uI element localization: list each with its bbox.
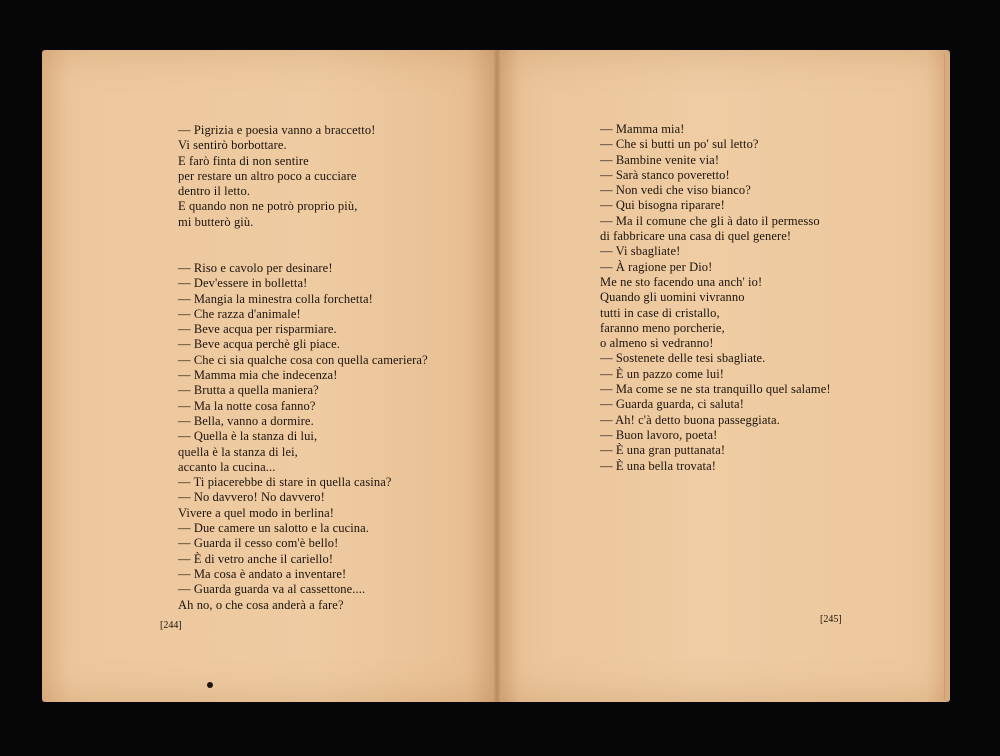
- verse-line: tutti in case di cristallo,: [600, 305, 720, 320]
- verse-line: — Ti piacerebbe di stare in quella casina?: [178, 475, 392, 490]
- verse-line: accanto la cucina...: [178, 459, 276, 474]
- verse-line: — Mamma mia!: [600, 122, 685, 136]
- verse-line: di fabbricare una casa di quel genere!: [600, 229, 792, 244]
- verse-line: — Mangia la minestra colla forchetta!: [178, 291, 373, 306]
- verse-line: o almeno si vedranno!: [600, 336, 714, 351]
- verse-line: — Quella è la stanza di lui,: [178, 429, 318, 444]
- verse-line: — No davvero! No davvero!: [178, 490, 325, 505]
- verse-line: — Mamma mia che indecenza!: [178, 368, 338, 383]
- verse-line: — Dev'essere in bolletta!: [178, 276, 308, 291]
- verse-line: — Bella, vanno a dormire.: [178, 413, 314, 428]
- left-page-stanza-1: [178, 123, 375, 230]
- verse-line: — Qui bisogna riparare!: [600, 198, 725, 213]
- verse-line: — Beve acqua perchè gli piace.: [178, 337, 340, 352]
- verse-line: quella è la stanza di lei,: [178, 444, 298, 459]
- verse-line: — Bambine venite via!: [600, 152, 720, 167]
- verse-line: faranno meno porcherie,: [600, 320, 725, 335]
- right-page-number: [245]: [820, 614, 842, 625]
- verse-line: — Guarda guarda, ci saluta!: [600, 397, 744, 412]
- page-edge: [944, 54, 950, 700]
- verse-line: — Ma cosa è andato a inventare!: [178, 566, 347, 581]
- verse-line: — Che ci sia qualche cosa con quella cameriera?: [178, 352, 428, 367]
- verse-line: — Due camere un salotto e la cucina.: [178, 521, 370, 536]
- verse-line: — Guarda guarda va al cassettone....: [178, 582, 366, 597]
- verse-line: — Brutta a quella maniera?: [178, 383, 319, 398]
- verse-line: — Ah! c'à detto buona passeggiata.: [600, 412, 780, 427]
- verse-line: — Ma il comune che gli à dato il permesso: [600, 213, 820, 228]
- verse-line: — È una gran puttanata!: [600, 443, 726, 458]
- verse-line: — Sarà stanco poveretto!: [600, 167, 730, 182]
- verse-line: E farò finta di non sentire: [178, 153, 309, 168]
- verse-line: dentro il letto.: [178, 184, 251, 199]
- verse-line: E quando non ne potrò proprio più,: [178, 199, 358, 214]
- verse-line: — Guarda il cesso com'è bello!: [178, 536, 339, 551]
- verse-line: — Buon lavoro, poeta!: [600, 427, 718, 442]
- left-page-number: [244]: [160, 620, 182, 631]
- verse-line: — Che si butti un po' sul letto?: [600, 137, 759, 152]
- verse-line: — Ma come se ne sta tranquillo quel salame!: [600, 382, 831, 397]
- verse-line: — È di vetro anche il cariello!: [178, 551, 334, 566]
- verse-line: — Ma la notte cosa fanno?: [178, 398, 316, 413]
- verse-line: Me ne sto facendo una anch' io!: [600, 274, 763, 289]
- verse-line: mi butterò giù.: [178, 214, 254, 229]
- verse-line: Vi sentirò borbottare.: [178, 138, 287, 153]
- verse-line: — È una bella trovata!: [600, 458, 717, 473]
- verse-line: Ah no, o che cosa anderà a fare?: [178, 597, 344, 612]
- verse-line: — Che razza d'animale!: [178, 306, 301, 321]
- verse-line: — Riso e cavolo per desinare!: [178, 261, 333, 275]
- ink-spot: [207, 682, 213, 688]
- verse-line: — Sostenete delle tesi sbagliate.: [600, 351, 766, 366]
- verse-line: — Beve acqua per risparmiare.: [178, 322, 337, 337]
- left-page-stanza-2: [178, 261, 428, 613]
- verse-line: — À ragione per Dio!: [600, 259, 713, 274]
- verse-line: Vivere a quel modo in berlina!: [178, 505, 335, 520]
- right-page-text: [600, 122, 831, 474]
- verse-line: per restare un altro poco a cucciare: [178, 168, 357, 183]
- verse-line: — Pigrizia e poesia vanno a braccetto!: [178, 123, 376, 137]
- verse-line: — È un pazzo come lui!: [600, 366, 725, 381]
- book-gutter: [494, 50, 500, 702]
- verse-line: Quando gli uomini vivranno: [600, 290, 745, 305]
- verse-line: — Non vedi che viso bianco?: [600, 183, 751, 198]
- verse-line: — Vi sbagliate!: [600, 244, 681, 259]
